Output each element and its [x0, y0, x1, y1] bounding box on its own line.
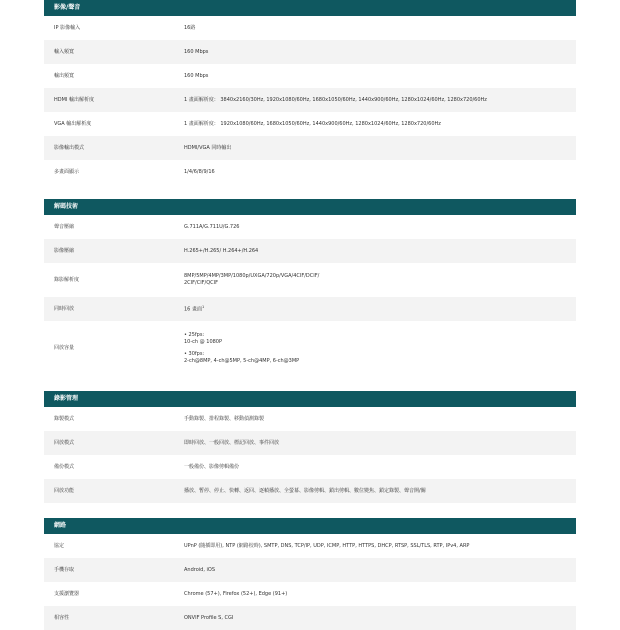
spec-label: 錄影解析度: [54, 276, 80, 283]
spec-value: 16 畫面$^1$: [184, 305, 205, 313]
spec-row: [44, 112, 576, 136]
spec-value: 手動錄製、排程錄製、移動偵測錄製: [184, 415, 265, 422]
spec-label: 多畫面顯示: [54, 168, 80, 175]
spec-label: 影像輸出模式: [54, 144, 85, 151]
spec-label: 回放容量: [54, 345, 75, 351]
spec-row: [44, 321, 576, 376]
spec-value: 即時回放、一般回放、標記回放、事件回放: [184, 439, 280, 446]
spec-row: [44, 136, 576, 160]
spec-row: [44, 40, 576, 64]
spec-row: [44, 582, 576, 606]
footnote-mark: 1: [201, 305, 205, 310]
spec-label: 手機存取: [54, 566, 75, 573]
spec-value: ONVIF Profile S, CGI: [184, 614, 234, 621]
spec-label: 輸出頻寬: [54, 72, 75, 79]
spec-value: 1/4/6/8/9/16: [184, 168, 215, 175]
section-header-network: 網路: [44, 518, 576, 534]
spec-label: IP 影像輸入: [54, 24, 81, 31]
spec-value: H.265+/H.265/ H.264+/H.264: [184, 247, 259, 254]
spec-row: [44, 16, 576, 40]
spec-label: 影像壓縮: [54, 247, 75, 254]
spec-row: [44, 534, 576, 558]
spec-label: 同時回放: [54, 305, 75, 312]
spec-value: HDMI/VGA 同時輸出: [184, 144, 232, 151]
section-header-recording: 錄影管理: [44, 391, 576, 407]
spec-value: 160 Mbps: [184, 48, 209, 55]
spec-value: G.711A/G.711U/G.726: [184, 223, 240, 230]
spec-row: [44, 297, 576, 321]
spec-value: Android, iOS: [184, 566, 216, 573]
section-header-video-audio: 影像/聲音: [44, 0, 576, 16]
spec-label: 聲音壓縮: [54, 223, 75, 230]
spec-value: • 25fps: 10-ch @ 1080P • 30fps: 2-ch@8MP, 4-ch@5MP, 5-ch@4MP, 6-ch@3MP: [184, 332, 300, 364]
spec-value: 16路: [184, 24, 196, 31]
spec-row: [44, 606, 576, 630]
section-header-codec: 解碼技術: [44, 199, 576, 215]
spec-row: [44, 431, 576, 455]
spec-value: UPnP (隨插即用), NTP (網路校時), SMTP, DNS, TCP/IP, UDP, ICMP, HTTP, HTTPS, DHCP, RTSP, SSL/TLS, RTP, IPv4, ARP: [184, 542, 470, 549]
spec-row: [44, 215, 576, 239]
spec-row: [44, 455, 576, 479]
spec-label: 備份模式: [54, 463, 75, 470]
spec-label: 支援瀏覽器: [54, 590, 80, 597]
spec-value: 1 畫面解析度： 3840x2160/30Hz, 1920x1080/60Hz, 1680x1050/60Hz, 1440x900/60Hz, 1280x1024/60Hz, 1280x720/60Hz: [184, 96, 487, 103]
spec-label: 輸入頻寬: [54, 48, 75, 55]
spec-value: 1 畫面解析度： 1920x1080/60Hz, 1680x1050/60Hz, 1440x900/60Hz, 1280x1024/60Hz, 1280x720/60Hz: [184, 120, 441, 127]
spec-value: 160 Mbps: [184, 72, 209, 79]
spec-row: [44, 160, 576, 184]
spec-value: 一般備份、影像剪輯備份: [184, 463, 240, 470]
spec-row: [44, 407, 576, 431]
spec-row: [44, 88, 576, 112]
spec-label: 協定: [54, 542, 65, 549]
spec-label: 回放功能: [54, 487, 75, 494]
spec-label: 錄製模式: [54, 415, 75, 422]
spec-label: 相容性: [54, 614, 70, 621]
spec-row: [44, 64, 576, 88]
spec-row: [44, 263, 576, 297]
spec-label: 回放模式: [54, 439, 75, 446]
spec-value: Chrome (57+), Firefox (52+), Edge (91+): [184, 590, 288, 597]
spec-label: VGA 輸出解析度: [54, 120, 92, 127]
spec-value: 8MP/5MP/4MP/3MP/1080p/UXGA/720p/VGA/4CIF/DCIF/ 2CIF/CIF/QCIF: [184, 273, 320, 286]
spec-label: HDMI 輸出解析度: [54, 96, 94, 103]
spec-row: [44, 479, 576, 503]
spec-row: [44, 558, 576, 582]
spec-value: 播放、暫停、停止、快轉、返回、逐幀播放、全螢幕、影像剪輯、鎖出剪輯、數位變焦、鎖定錄製、聲音開/關: [184, 487, 426, 494]
spec-row: [44, 239, 576, 263]
spec-table: [44, 0, 576, 630]
